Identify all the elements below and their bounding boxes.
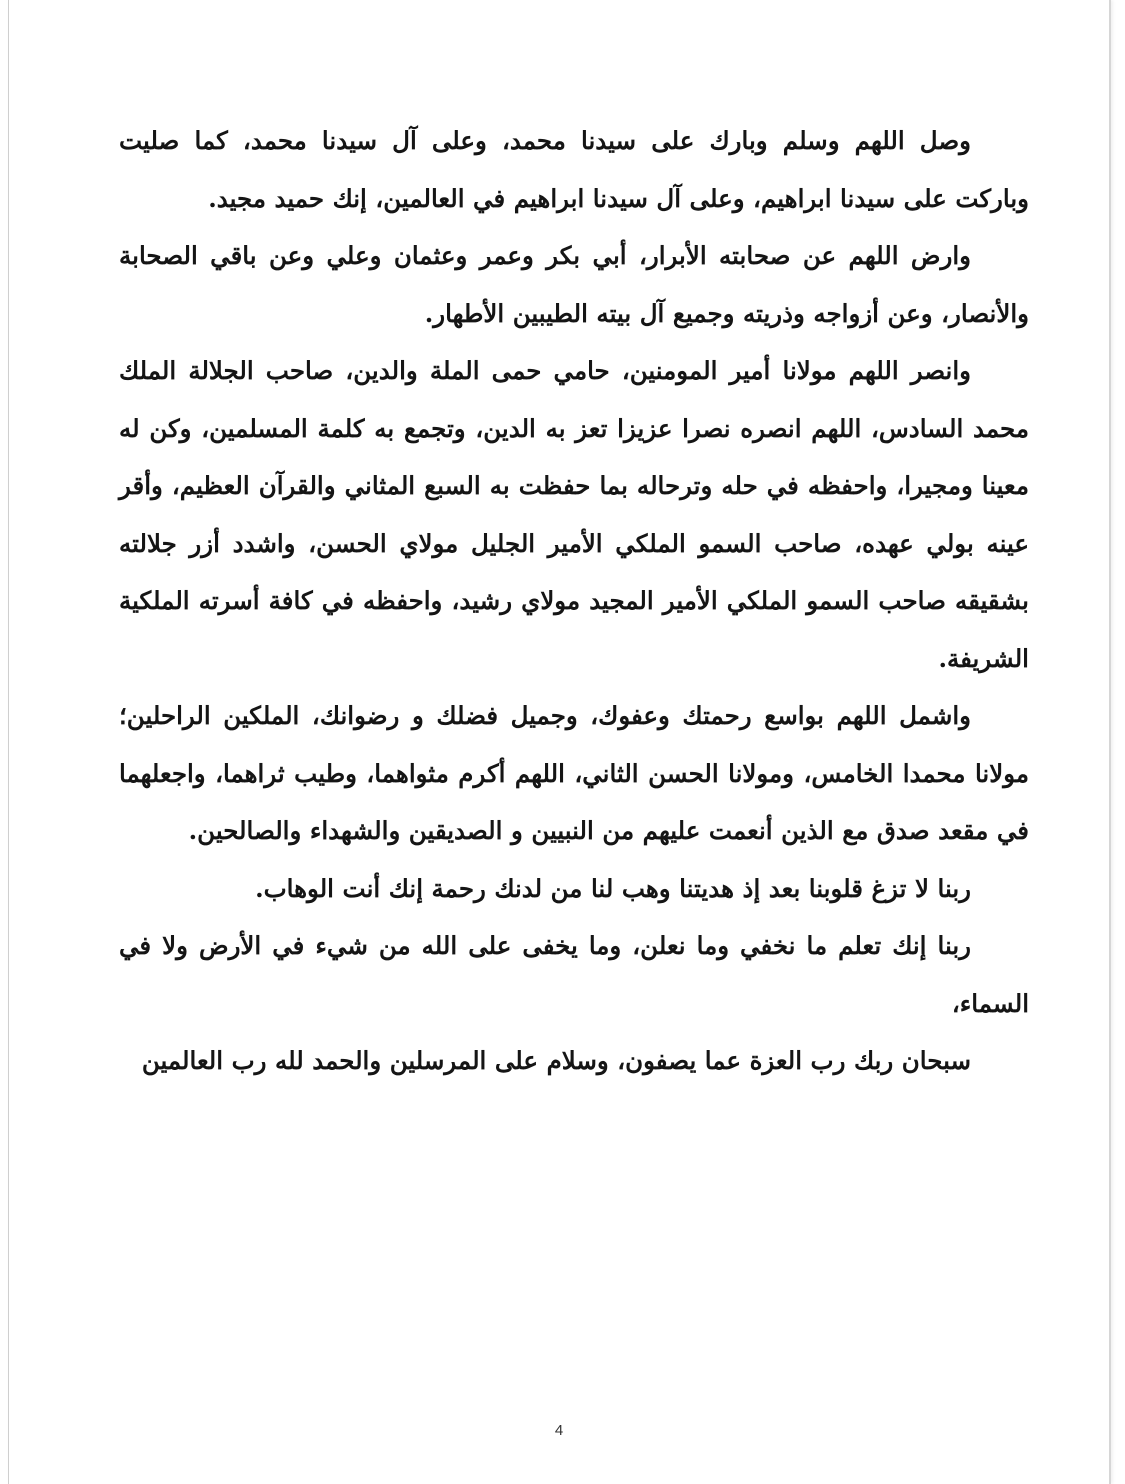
paragraph-companions: وارض اللهم عن صحابته الأبرار، أبي بكر وعمر وعثمان وعلي وعن باقي الصحابة والأنصار، وعن أزواجه وذريته وجميع آل بيته الطيبين الأطهار.	[119, 241, 1029, 328]
paragraph-late-kings: واشمل اللهم بواسع رحمتك وعفوك، وجميل فضلك و رضوانك، الملكين الراحلين؛ مولانا محمدا الخامس، ومولانا الحسن الثاني، اللهم أكرم مثواهما، وطيب ثراهما، واجعلهما في مقعد صدق مع الذين أنعمت عليهم من النبيين و الصديقين والشهداء والصالحين.	[119, 701, 1029, 845]
paragraph-king: وانصر اللهم مولانا أمير المومنين، حامي حمى الملة والدين، صاحب الجلالة الملك محمد السادس، اللهم انصره نصرا عزيزا تعز به الدين، وتجمع به كلمة المسلمين، وكن له معينا ومجيرا، واحفظه في حله وترحاله بما حفظت به السبع المثاني والقرآن العظيم، وأقر عينه بولي عهده، صاحب السمو الملكي الأمير الجليل مولاي الحسن، واشدد أزر جلالته بشقيقه صاحب السمو الملكي الأمير المجيد مولاي رشيد، واحفظه في كافة أسرته الملكية الشريفة.	[119, 356, 1029, 673]
document-page	[8, 0, 1111, 1484]
paragraph-closing: سبحان ربك رب العزة عما يصفون، وسلام على المرسلين والحمد لله رب العالمين	[141, 1046, 971, 1075]
paragraph-supplication-knowledge: ربنا إنك تعلم ما نخفي وما نعلن، وما يخفى على الله من شيء في الأرض ولا في السماء،	[119, 931, 1029, 1018]
page-number: 4	[554, 1422, 564, 1439]
prayer-text-block	[119, 112, 1029, 1090]
paragraph-salat: وصل اللهم وسلم وبارك على سيدنا محمد، وعلى آل سيدنا محمد، كما صليت وباركت على سيدنا ابراهيم، وعلى آل سيدنا ابراهيم في العالمين، إنك حميد مجيد.	[119, 126, 1029, 213]
paragraph-supplication-guidance: ربنا لا تزغ قلوبنا بعد إذ هديتنا وهب لنا من لدنك رحمة إنك أنت الوهاب.	[255, 873, 971, 903]
